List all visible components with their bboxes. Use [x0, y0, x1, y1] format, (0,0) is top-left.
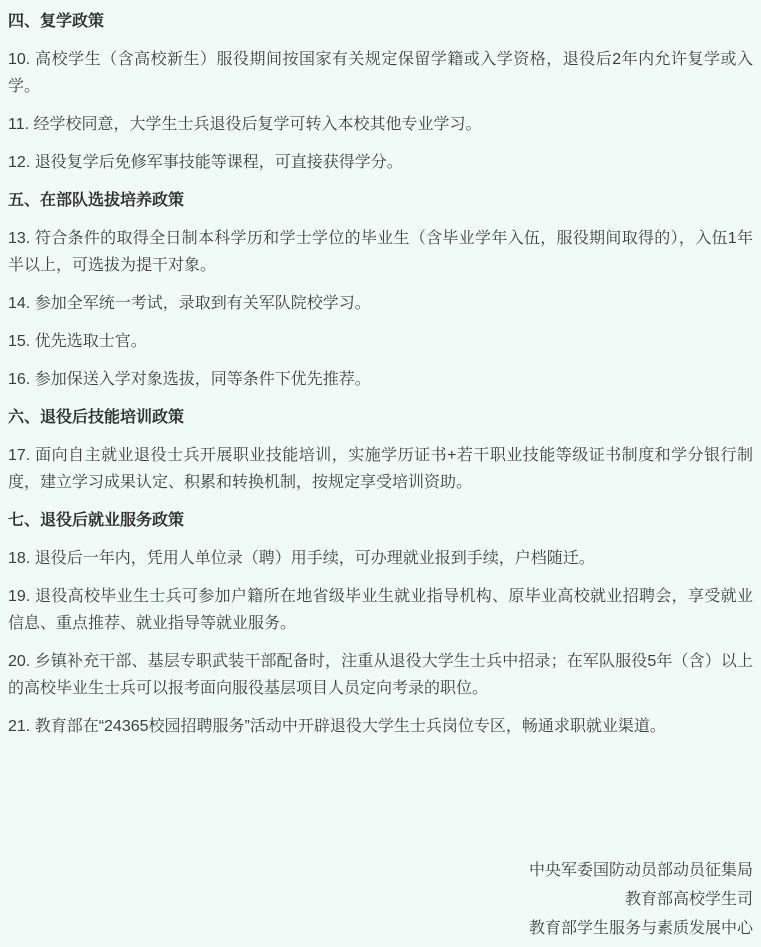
policy-item-20: 20. 乡镇补充干部、基层专职武装干部配备时，注重从退役大学生士兵中招录；在军队服役5年（含）以上的高校毕业生士兵可以报考面向服役基层项目人员定向考录的职位。 [8, 653, 753, 697]
policy-item-15: 15. 优先选取士官。 [8, 333, 147, 350]
policy-item-17: 17. 面向自主就业退役士兵开展职业技能培训，实施学历证书+若干职业技能等级证书制度和学分银行制度，建立学习成果认定、积累和转换机制，按规定享受培训资助。 [8, 447, 753, 491]
policy-item-21: 21. 教育部在“24365校园招聘服务”活动中开辟退役大学生士兵岗位专区，畅通求职就业渠道。 [8, 718, 666, 735]
policy-item-18: 18. 退役后一年内，凭用人单位录（聘）用手续，可办理就业报到手续，户档随迁。 [8, 550, 595, 567]
section-heading-reenrollment: 四、复学政策 [8, 13, 105, 30]
signature-line-moe-student-dept: 教育部高校学生司 [624, 891, 753, 908]
section-heading-employment-service: 七、退役后就业服务政策 [8, 512, 185, 529]
policy-item-19: 19. 退役高校毕业生士兵可参加户籍所在地省级毕业生就业指导机构、原毕业高校就业招聘会，享受就业信息、重点推荐、就业指导等就业服务。 [8, 588, 753, 632]
policy-item-10: 10. 高校学生（含高校新生）服役期间按国家有关规定保留学籍或入学资格，退役后2年内允许复学或入学。 [8, 51, 753, 95]
policy-item-11: 11. 经学校同意，大学生士兵退役后复学可转入本校其他专业学习。 [8, 116, 482, 133]
policy-item-16: 16. 参加保送入学对象选拔，同等条件下优先推荐。 [8, 371, 371, 388]
policy-item-12: 12. 退役复学后免修军事技能等课程，可直接获得学分。 [8, 154, 403, 171]
section-heading-skill-training: 六、退役后技能培训政策 [8, 409, 185, 426]
signature-line-mobilization-bureau: 中央军委国防动员部动员征集局 [528, 862, 753, 879]
policy-item-14: 14. 参加全军统一考试，录取到有关军队院校学习。 [8, 295, 371, 312]
signature-block [8, 856, 753, 943]
policy-item-13: 13. 符合条件的取得全日制本科学历和学士学位的毕业生（含毕业学年入伍，服役期间取得的），入伍1年半以上，可选拔为提干对象。 [8, 230, 753, 274]
section-heading-selection-in-army: 五、在部队选拔培养政策 [8, 192, 185, 209]
signature-line-moe-service-center: 教育部学生服务与素质发展中心 [528, 920, 753, 937]
